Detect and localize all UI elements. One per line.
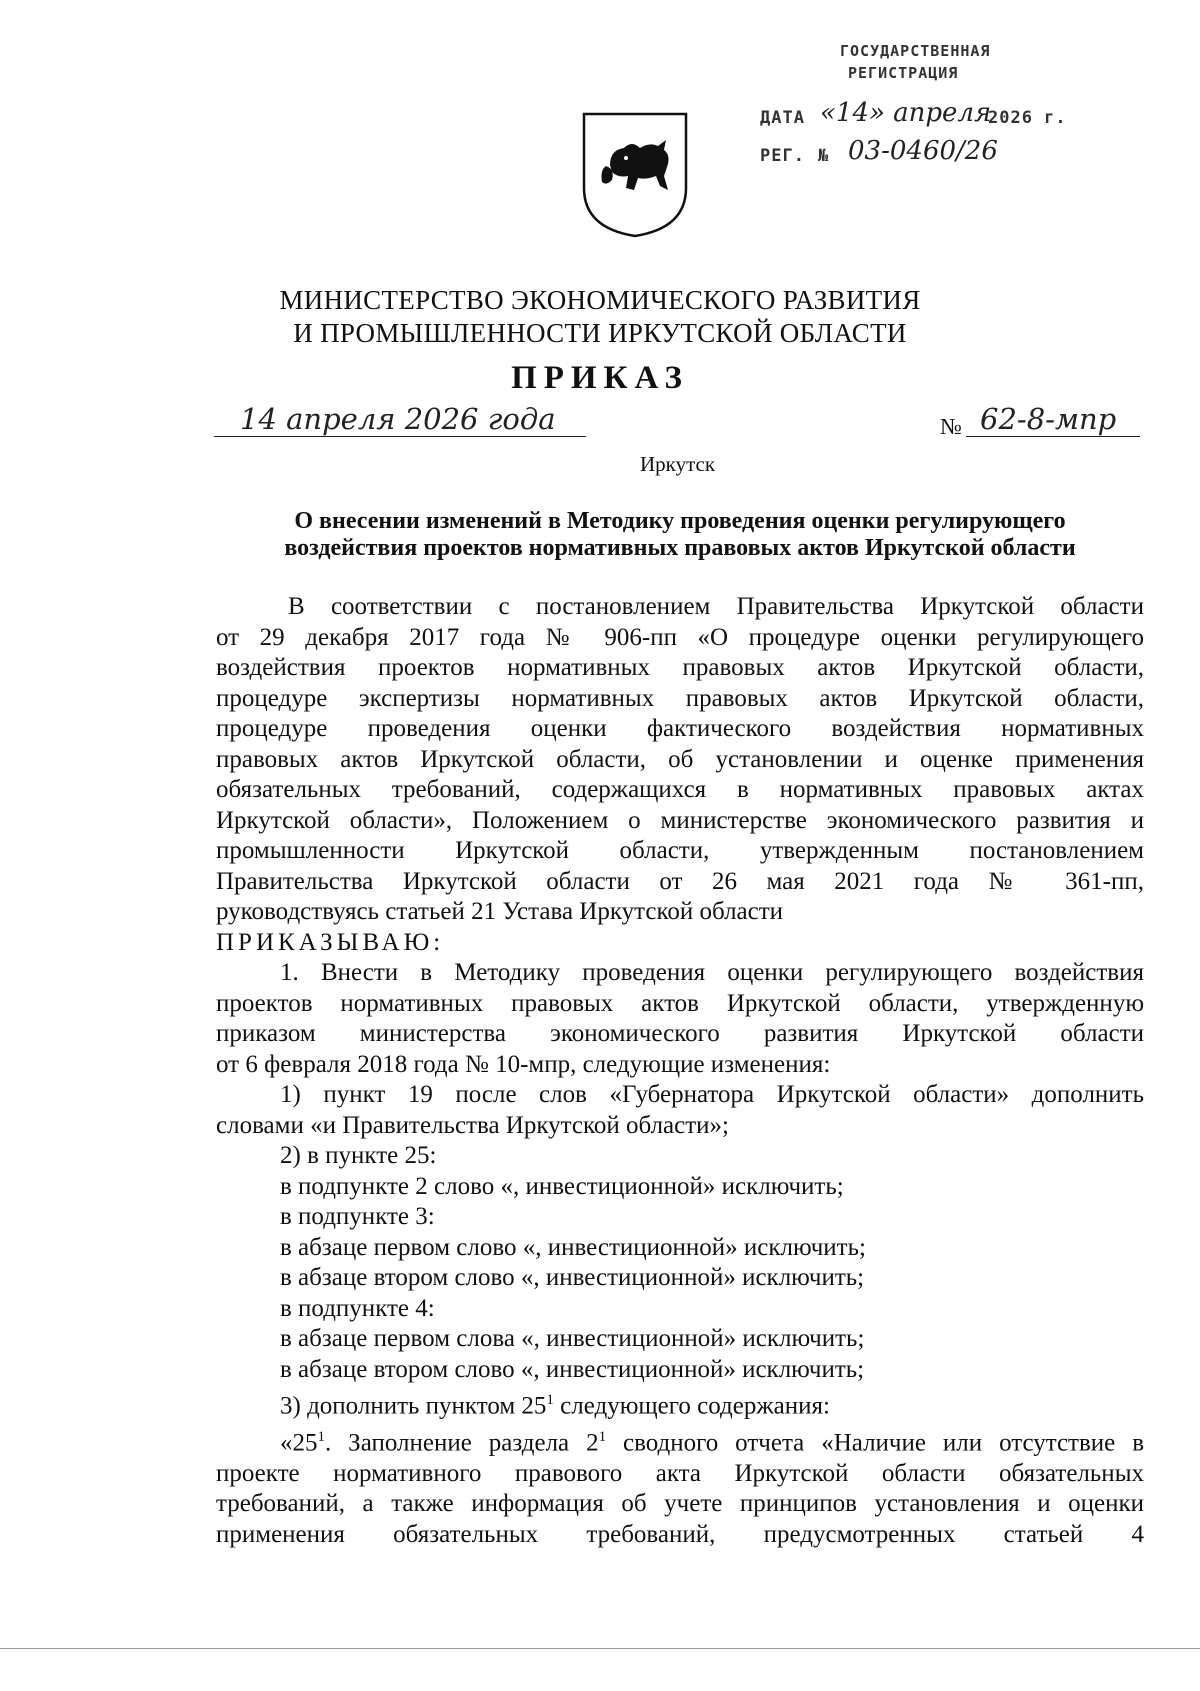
stamp-reg-label: РЕГ.: [760, 146, 805, 166]
sub3-text-pre: 3) дополнить пунктом 25: [280, 1392, 547, 1420]
sub3-line: [216, 1385, 1144, 1422]
stamp-date-label: ДАТА: [760, 108, 805, 128]
irkutsk-coat-of-arms-icon: [580, 110, 690, 240]
quote-superscript-2: 1: [598, 1428, 607, 1445]
quote-line: применения обязательных требований, предусмотренных статьей 4: [216, 1520, 1144, 1548]
quote-post: сводного отчета «Наличие или отсутствие в: [606, 1429, 1144, 1457]
preamble-line: руководствуясь статьей 21 Устава Иркутской области: [216, 898, 784, 925]
sub2-line: в подпункте 2 слово «, инвестиционной» исключить;: [280, 1172, 844, 1200]
quote-superscript: 1: [317, 1428, 325, 1445]
ministry-name-line2: И ПРОМЫШЛЕННОСТИ ИРКУТСКОЙ ОБЛАСТИ: [293, 318, 907, 348]
preamble-line: воздействия проектов нормативных правовых актов Иркутской области,: [216, 654, 1144, 681]
sub2-line: в подпункте 4:: [280, 1294, 435, 1322]
stamp-line2: РЕГИСТРАЦИЯ: [848, 64, 959, 82]
sub3-text-post: следующего содержания:: [553, 1392, 830, 1420]
sub2-line: в абзаце втором слово «, инвестиционной» исключить;: [280, 1264, 865, 1291]
preamble-line: обязательных требований, содержащихся в нормативных правовых актах: [216, 776, 1144, 803]
page-bottom-rule: [0, 1648, 1200, 1649]
city: Иркутск: [640, 452, 716, 476]
item1-line: 1. Внести в Методику проведения оценки регулирующего воздействия: [280, 959, 1144, 986]
quote-line: проекте нормативного правового акта Иркутской области обязательных: [216, 1459, 1144, 1487]
stamp-date-value: «14» апреля: [820, 98, 992, 128]
sub2-line: в абзаце втором слово «, инвестиционной» исключить;: [280, 1355, 865, 1383]
order-number: 62-8-мпр: [980, 402, 1117, 436]
order-number-sign: №: [940, 414, 962, 439]
item1-line: проектов нормативных правовых актов Иркутской области, утвержденную: [216, 989, 1144, 1017]
document-title: [200, 508, 1160, 562]
quote-line-first: [216, 1422, 1144, 1459]
document-title-line1: О внесении изменений в Методику проведения оценки регулирующего: [294, 508, 1066, 534]
document-body: [216, 592, 1144, 1550]
quote-pre: «25: [280, 1429, 318, 1457]
document-title-line2: воздействия проектов нормативных правовых актов Иркутской области: [284, 535, 1076, 561]
quote-mid: . Заполнение раздела 2: [325, 1429, 599, 1457]
order-date: 14 апреля 2026 года: [240, 402, 556, 436]
item1-line: от 6 февраля 2018 года № 10-мпр, следующие изменения:: [216, 1050, 831, 1078]
stamp-reg-value: 03-0460/26: [848, 136, 998, 166]
order-word: ПРИКАЗЫВАЮ:: [216, 928, 445, 956]
sub2-line: в абзаце первом слова «, инвестиционной» исключить;: [280, 1325, 865, 1352]
sub2-heading: 2) в пункте 25:: [280, 1142, 437, 1169]
sub2-line: в абзаце первом слово «, инвестиционной» исключить;: [280, 1233, 866, 1261]
sub3-superscript: 1: [546, 1392, 554, 1408]
preamble-line: процедуре экспертизы нормативных правовых актов Иркутской области,: [216, 684, 1144, 712]
order-date-underline: [214, 436, 586, 437]
sub1-line: словами «и Правительства Иркутской области»;: [216, 1111, 729, 1139]
preamble-line: промышленности Иркутской области, утвержденным постановлением: [216, 837, 1144, 864]
preamble-line: от 29 декабря 2017 года № 906-пп «О процедуре оценки регулирующего: [216, 623, 1144, 651]
preamble-line: В соответствии с постановлением Правительства Иркутской области: [288, 593, 1144, 620]
stamp-reg-no-sign: №: [818, 146, 830, 166]
ministry-name-line1: МИНИСТЕРСТВО ЭКОНОМИЧЕСКОГО РАЗВИТИЯ: [279, 285, 921, 315]
sub1-line: 1) пункт 19 после слов «Губернатора Иркутской области» дополнить: [280, 1081, 1144, 1108]
item1-line: приказом министерства экономического развития Иркутской области: [216, 1020, 1144, 1047]
quote-line: требований, а также информация об учете принципов установления и оценки: [216, 1490, 1144, 1518]
document-type: ПРИКАЗ: [511, 360, 689, 396]
preamble-line: правовых актов Иркутской области, об установлении и оценке применения: [216, 745, 1144, 773]
sub2-line: в подпункте 3:: [280, 1203, 435, 1230]
preamble-line: процедуре проведения оценки фактического воздействия нормативных: [216, 715, 1144, 742]
preamble-line: Иркутской области», Положением о министерстве экономического развития и: [216, 806, 1144, 834]
stamp-date-year: 2026 г.: [988, 108, 1067, 128]
stamp-line1: ГОСУДАРСТВЕННАЯ: [840, 42, 991, 60]
preamble-line: Правительства Иркутской области от 26 мая 2021 года № 361-пп,: [216, 867, 1144, 895]
order-number-underline: [966, 436, 1140, 437]
